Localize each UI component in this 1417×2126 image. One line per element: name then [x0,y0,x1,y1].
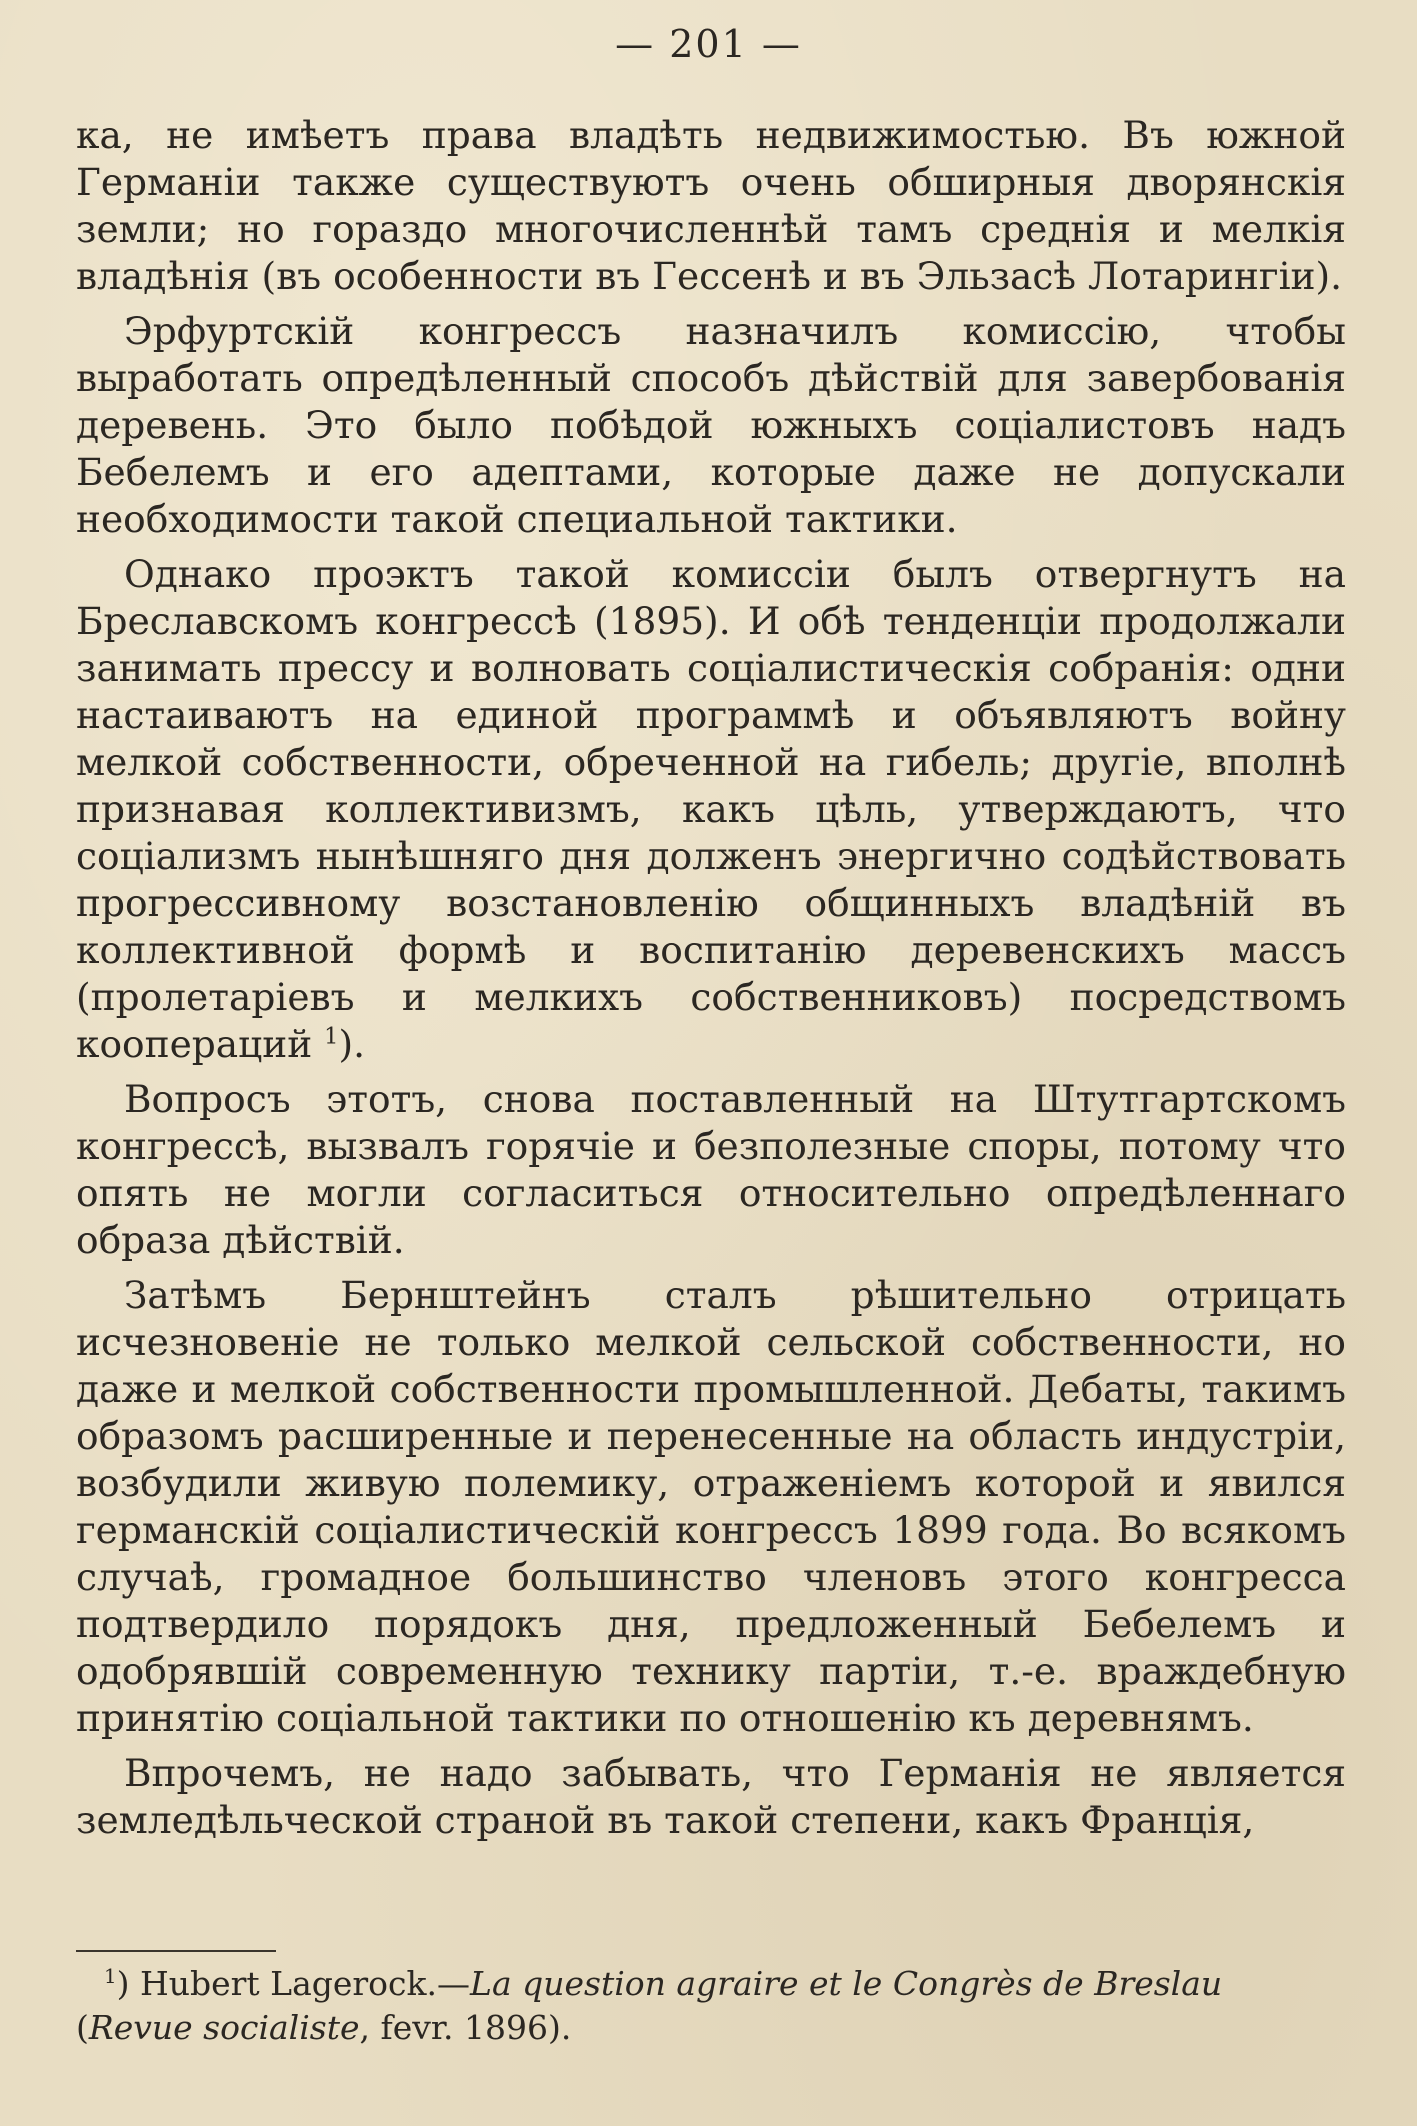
footnote-title: La question agraire et le Congrès de Breslau [470,1964,1223,2003]
footnote-divider [76,1950,276,1952]
paragraph: Затѣмъ Бернштейнъ сталъ рѣшительно отрицать исчезновеніе не только мелкой сельской собственности, но даже и мелкой собственности промышленной. Дебаты, такимъ образомъ расширенные и перенесенные на область индустріи, возбудили живую полемику, отраженіемъ которой и явился германскій соціалистическій конгрессъ 1899 года. Во всякомъ случаѣ, громадное большинство членовъ этого конгресса подтвердило порядокъ дня, предложенный Бебелемъ и одобрявшій современную технику партіи, т.-е. враждебную принятію соціальной тактики по отношенію къ деревнямъ. [76,1273,1346,1740]
paragraph: Впрочемъ, не надо забывать, что Германія не является земледѣльческой страной въ такой степени, какъ Франція, [76,1751,1346,1842]
footnote-date: , fevr. 1896). [359,2008,572,2047]
paragraph: ка, не имѣетъ права владѣть недвижимостью. Въ южной Германіи также существуютъ очень обширныя дворянскія земли; но гораздо многочисленнѣй тамъ среднія и мелкія владѣнія (въ особенности въ Гессенѣ и въ Эльзасѣ Лотарингіи). [76,113,1346,298]
paragraph-text: Однако проэктъ такой комиссіи былъ отвергнутъ на Бреславскомъ конгрессѣ (1895). И обѣ тенденціи продолжали занимать прессу и волновать соціалистическія собранія: одни настаиваютъ на единой программѣ и объявляютъ войну мелкой собственности, обреченной на гибель; другіе, вполнѣ признавая коллективизмъ, какъ цѣль, утверждаютъ, что соціализмъ нынѣшняго дня долженъ энергично содѣйствовать прогрессивному возстановленію общинныхъ владѣній въ коллективной формѣ и воспитанію деревенскихъ массъ (пролетаріевъ и мелкихъ собственниковъ) посредствомъ коопераций [76,552,1346,1066]
page-number: — 201 — [615,22,802,66]
paragraph [76,551,1346,1068]
paragraph: Вопросъ этотъ, снова поставленный на Штутгартскомъ конгрессѣ, вызвалъ горячіе и безполезные споры, потому что опять не могли согласиться относительно опредѣленнаго образа дѣйствій. [76,1077,1346,1262]
footnote-source: Revue socialiste [88,2008,360,2047]
footnote [76,1962,1346,2050]
footnote-source-open: ( [76,2008,89,2047]
paragraph-end: ). [338,1022,366,1066]
body-text [76,112,1346,1844]
footnote-mark: 1 [104,1965,117,1988]
footnote-reference[interactable]: 1 [324,1023,339,1050]
footnote-author: ) Hubert Lagerock.— [116,1964,471,2003]
paragraph: Эрфуртскій конгрессъ назначилъ комиссію, чтобы выработать опредѣленный способъ дѣйствій для завербованія деревень. Это было побѣдой южныхъ соціалистовъ надъ Бебелемъ и его адептами, которые даже не допускали необходимости такой специальной тактики. [76,309,1346,541]
